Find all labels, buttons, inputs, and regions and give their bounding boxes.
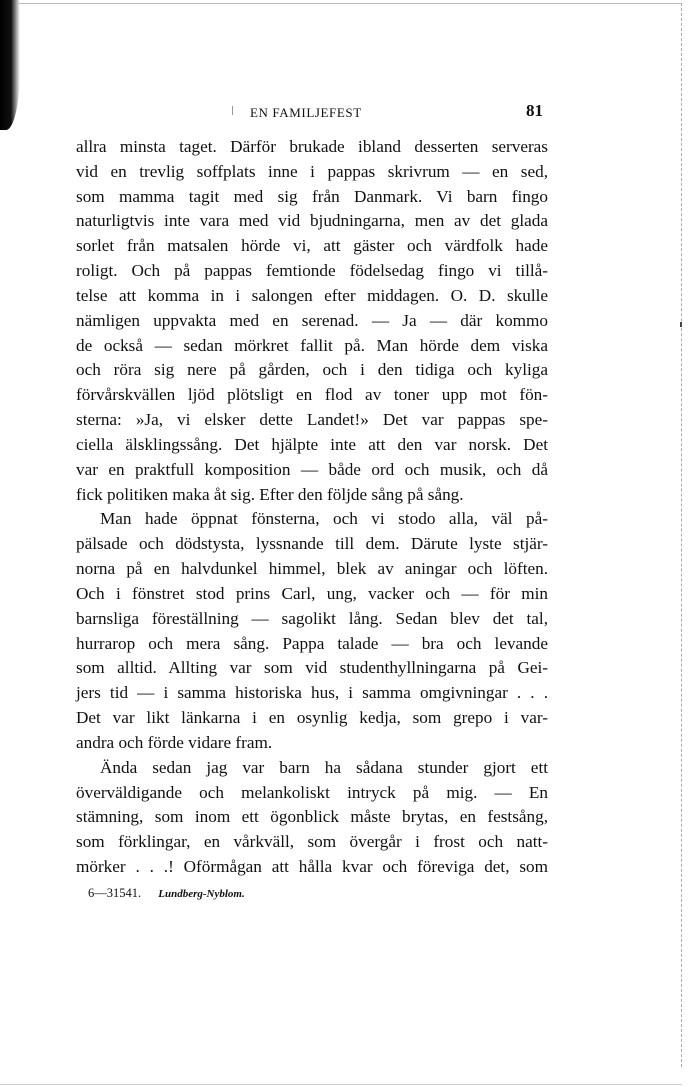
signature-mark: 6—31541. [88, 886, 142, 900]
text-line: överväldigande och melankoliskt intryck på mig. — En [76, 782, 548, 802]
text-line: Man hade öppnat fönsterna, och vi stodo alla, väl på- [100, 509, 548, 529]
text-line: förvårskvällen ljöd plötsligt en flod av toner upp mot fön- [76, 385, 548, 405]
text-line: nämligen uppvakta med en serenad. — Ja — där kommo [76, 310, 548, 330]
text-line: naturligtvis inte vara med vid bjudningarna, men av det glada [76, 211, 548, 231]
text-line: telse att komma in i salongen efter middagen. O. D. skulle [76, 285, 548, 305]
page-number: 81 [526, 101, 543, 120]
text-line: Ända sedan jag var barn ha sådana stunder gjort ett [100, 757, 548, 777]
header-mark [232, 106, 233, 115]
text-line: som mamma tagit med sig från Danmark. Vi barn fingo [76, 186, 548, 206]
text-line: de också — sedan mörkret fallit på. Man hörde dem viska [76, 335, 548, 355]
text-line: stämning, som inom ett ögonblick måste brytas, en festsång, [76, 807, 548, 827]
scan-speck [680, 322, 682, 327]
text-line: andra och förde vidare fram. [76, 732, 273, 752]
text-line: och röra sig nere på gården, och i den tidiga och kyliga [76, 360, 548, 380]
text-line: hurrarop och mera sång. Pappa talade — bra och levande [76, 633, 548, 653]
text-line: var en praktfull komposition — både ord och musik, och då [76, 459, 548, 479]
text-line: fick politiken maka åt sig. Efter den följde sång på sång. [76, 484, 464, 504]
text-line: ciella älsklingssång. Det hjälpte inte att den var norsk. Det [76, 434, 548, 454]
text-line: sterna: »Ja, vi elsker dette Landet!» Det var pappas spe- [76, 410, 548, 430]
text-line: pälsade och dödstysta, lyssnande till dem. Därute lyste stjär- [76, 534, 548, 554]
text-line: barnsliga föreställning — sagolikt lång. Sedan blev det tal, [76, 608, 548, 628]
text-line: som alltid. Allting var som vid studenthyllningarna på Gei- [76, 658, 548, 678]
text-line: Det var likt länkarna i en osynlig kedja, som grepo i var- [76, 708, 548, 728]
page-edge-bottom [0, 1084, 682, 1085]
footer [88, 886, 245, 901]
text-line: mörker . . .! Oförmågan att hålla kvar och föreviga det, som [76, 857, 548, 877]
text-line: roligt. Och på pappas femtionde födelsedag fingo vi tillå- [76, 261, 548, 281]
running-title: EN FAMILJEFEST [250, 105, 362, 120]
scan-edge-shadow [0, 0, 20, 130]
page-edge-top [18, 3, 682, 4]
text-line: Och i fönstret stod prins Carl, ung, vacker och — för min [76, 583, 548, 603]
text-line: norna på en halvdunkel himmel, blek av aningar och löften. [76, 559, 548, 579]
page-edge-right [680, 3, 682, 1067]
text-line: sorlet från matsalen hörde vi, att gäster och värdfolk hade [76, 236, 548, 256]
text-line: som förklingar, en vårkväll, som övergår i frost och natt- [76, 832, 548, 852]
text-line: vid en trevlig soffplats inne i pappas skrivrum — en sed, [76, 161, 548, 181]
text-line: allra minsta taget. Därför brukade ibland desserten serveras [76, 137, 548, 156]
text-line: jers tid — i samma historiska hus, i samma omgivningar . . . [76, 683, 548, 703]
footer-author: Lundberg-Nyblom. [158, 888, 245, 900]
